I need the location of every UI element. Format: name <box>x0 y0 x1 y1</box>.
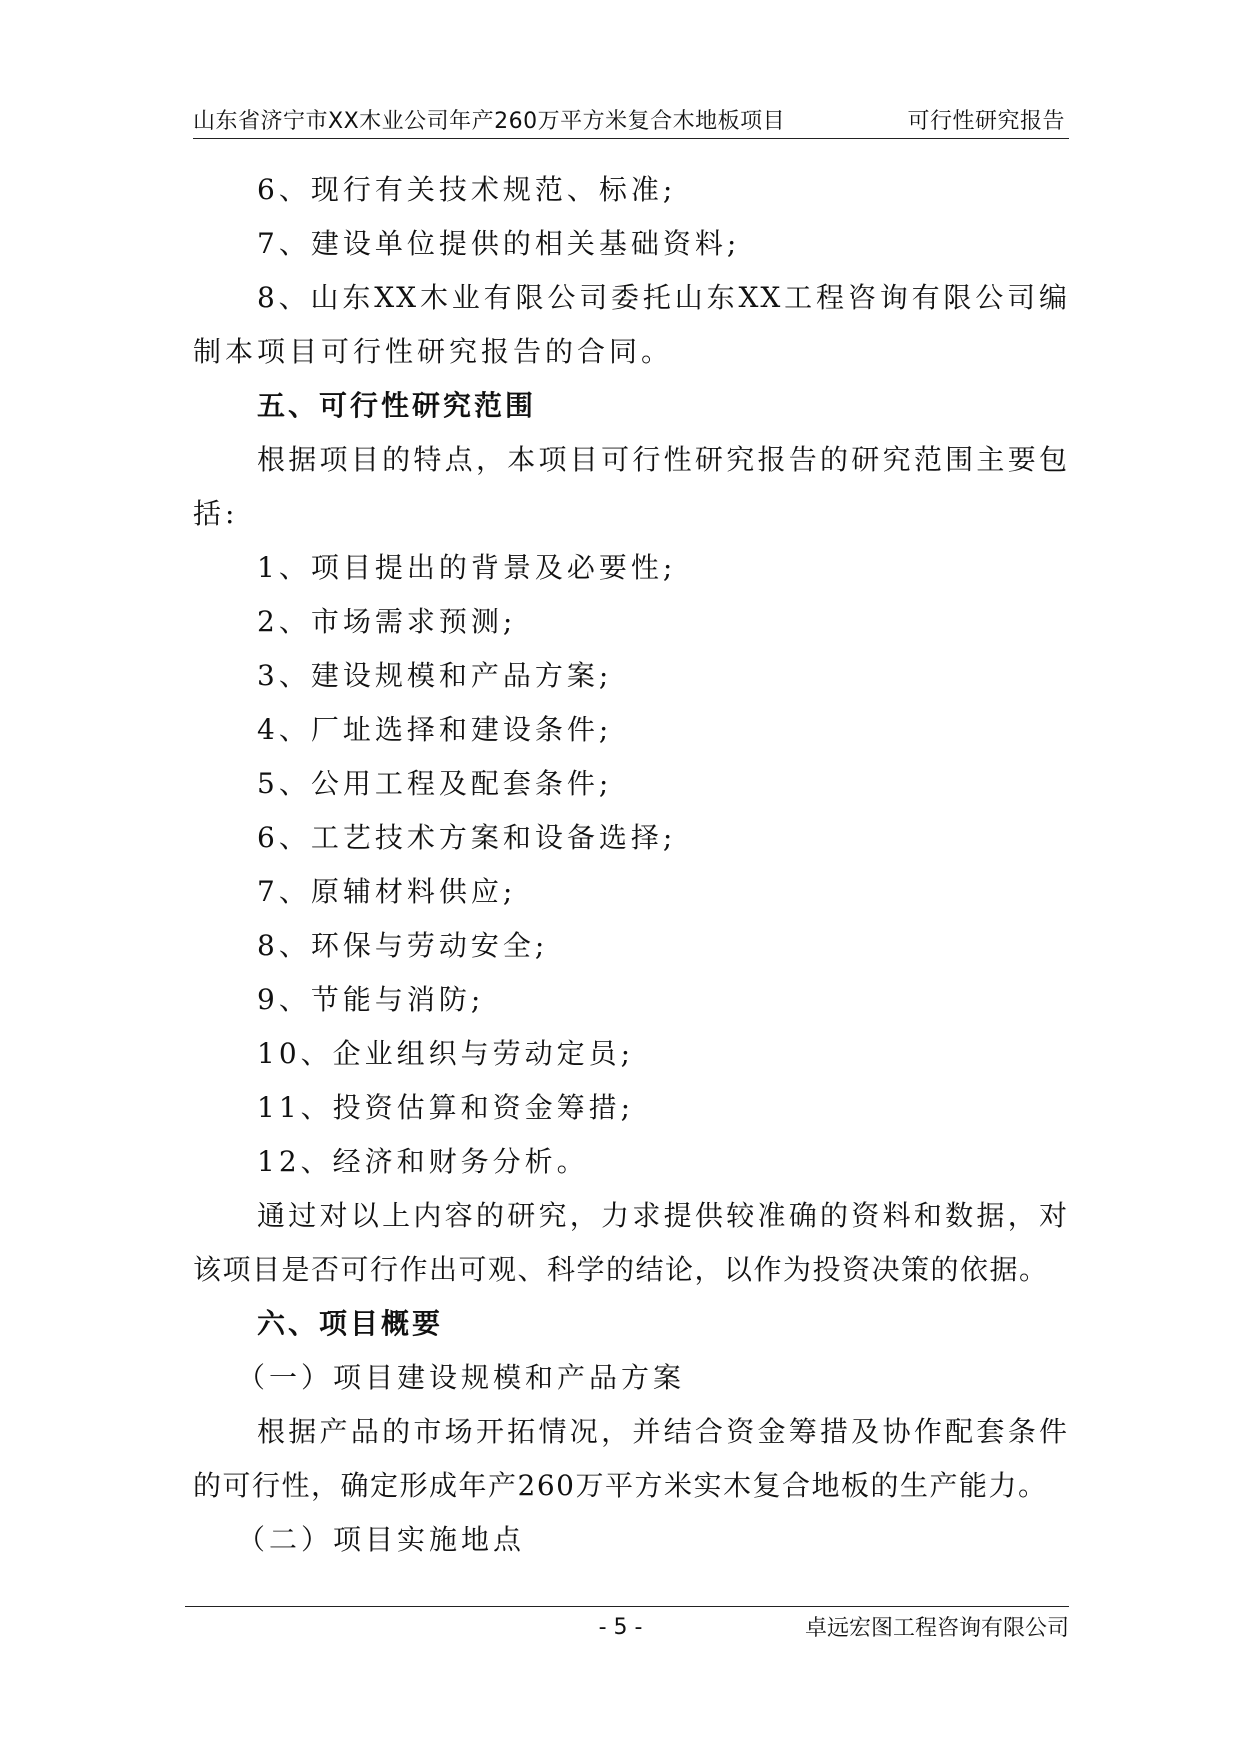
basis-item-8-line-2: 制本项目可行性研究报告的合同。 <box>193 335 674 368</box>
scope-item: 10、企业组织与劳动定员; <box>257 1037 635 1070</box>
scope-conclusion-line-1: 通过对以上内容的研究，力求提供较准确的资料和数据，对 <box>257 1199 1069 1232</box>
scope-intro-line-1: 根据项目的特点，本项目可行性研究报告的研究范围主要包 <box>257 443 1069 476</box>
scope-intro-line-2: 括: <box>193 497 239 530</box>
scope-item: 12、经济和财务分析。 <box>257 1145 589 1178</box>
header-report-type: 可行性研究报告 <box>907 109 1065 134</box>
scope-item: 2、市场需求预测; <box>257 605 517 638</box>
section-heading-overview: 六、项目概要 <box>257 1307 444 1340</box>
scope-item: 4、厂址选择和建设条件; <box>257 713 613 746</box>
scope-item: 3、建设规模和产品方案; <box>257 659 613 692</box>
scope-item: 7、原辅材料供应; <box>257 875 517 908</box>
document-body <box>193 163 1069 1567</box>
scope-item: 6、工艺技术方案和设备选择; <box>257 821 677 854</box>
scope-item: 9、节能与消防; <box>257 983 485 1016</box>
page-header <box>193 100 1069 139</box>
scope-item: 5、公用工程及配套条件; <box>257 767 613 800</box>
footer-divider <box>185 1606 1069 1607</box>
basis-item: 6、现行有关技术规范、标准; <box>257 173 677 206</box>
scope-item: 11、投资估算和资金筹措; <box>257 1091 635 1124</box>
scale-text-line-2: 的可行性，确定形成年产260万平方米实木复合地板的生产能力。 <box>193 1469 1048 1502</box>
section-heading-scope: 五、可行性研究范围 <box>257 389 537 422</box>
scope-conclusion-line-2: 该项目是否可行作出可观、科学的结论，以作为投资决策的依据。 <box>193 1253 1049 1286</box>
header-project-title: 山东省济宁市XX木业公司年产260万平方米复合木地板项目 <box>193 109 786 134</box>
scope-item: 1、项目提出的背景及必要性; <box>257 551 677 584</box>
basis-item: 7、建设单位提供的相关基础资料; <box>257 227 741 260</box>
scope-item: 8、环保与劳动安全; <box>257 929 549 962</box>
scale-text-line-1: 根据产品的市场开拓情况，并结合资金筹措及协作配套条件 <box>257 1415 1069 1448</box>
page-number: - 5 - <box>598 1615 643 1640</box>
subsection-heading-location: （二）项目实施地点 <box>237 1523 526 1556</box>
subsection-heading-scale: （一）项目建设规模和产品方案 <box>237 1361 686 1394</box>
basis-item-8-line-1: 8、山东XX木业有限公司委托山东XX工程咨询有限公司编 <box>257 281 1069 314</box>
footer-company-name: 卓远宏图工程咨询有限公司 <box>804 1616 1069 1641</box>
